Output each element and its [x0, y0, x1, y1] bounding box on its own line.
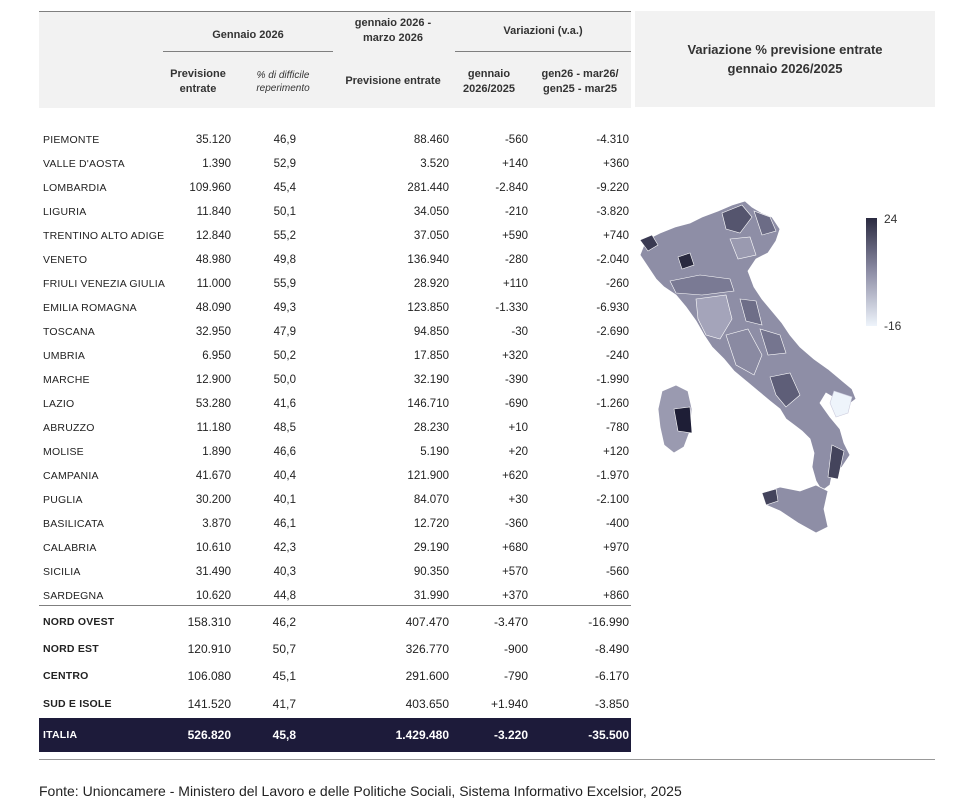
var-trimestre-cell: -260 [605, 278, 629, 290]
difficile-cell: 44,8 [273, 590, 296, 602]
trimestre-cell: 1.429.480 [395, 728, 449, 742]
var-trimestre-cell: -3.850 [594, 697, 629, 711]
table-row [39, 248, 631, 272]
region-name-cell: NORD OVEST [43, 616, 115, 628]
trimestre-cell: 407.470 [405, 615, 449, 629]
var-trimestre-cell: -6.930 [596, 302, 629, 314]
var-trimestre-cell: -240 [605, 350, 629, 362]
region-name-cell: SUD E ISOLE [43, 698, 112, 710]
previsione-cell: 1.390 [202, 158, 231, 170]
table-row [39, 464, 631, 488]
previsione-cell: 35.120 [195, 134, 231, 146]
table-row [39, 440, 631, 464]
var-gennaio-cell: -3.470 [493, 615, 528, 629]
table-row [39, 392, 631, 416]
var-gennaio-cell: -690 [504, 398, 528, 410]
var-trimestre-cell: -780 [605, 422, 629, 434]
header-var-gennaio: gennaio 2026/2025 [463, 68, 515, 95]
difficile-cell: 40,1 [273, 494, 296, 506]
var-gennaio-cell: +140 [502, 158, 528, 170]
map-title-panel [635, 11, 935, 107]
var-gennaio-cell: -900 [503, 642, 528, 656]
var-trimestre-cell: -1.990 [596, 374, 629, 386]
table-row [39, 344, 631, 368]
difficile-cell: 40,4 [273, 470, 296, 482]
var-trimestre-cell: -3.820 [596, 206, 629, 218]
var-trimestre-cell: -4.310 [596, 134, 629, 146]
region-name-cell: TOSCANA [43, 326, 95, 338]
var-gennaio-cell: +320 [502, 350, 528, 362]
previsione-cell: 109.960 [189, 182, 231, 194]
var-gennaio-cell: -30 [511, 326, 528, 338]
table-row [39, 488, 631, 512]
region-name-cell: FRIULI VENEZIA GIULIA [43, 278, 166, 290]
table-row [39, 200, 631, 224]
previsione-cell: 12.900 [195, 374, 231, 386]
trimestre-cell: 12.720 [413, 518, 449, 530]
trimestre-cell: 32.190 [413, 374, 449, 386]
previsione-cell: 11.840 [196, 206, 231, 218]
difficile-cell: 47,9 [273, 326, 296, 338]
header-underline-group1 [163, 51, 333, 52]
previsione-cell: 31.490 [195, 566, 231, 578]
difficile-cell: 45,4 [273, 182, 296, 194]
source-note: Fonte: Unioncamere - Ministero del Lavoro e delle Politiche Sociali, Sistema Informativo Excelsior, 2025 [39, 783, 682, 799]
header-var-trimestre: gen26 - mar26/ gen25 - mar25 [541, 68, 619, 95]
var-trimestre-cell: -35.500 [588, 728, 629, 742]
table-row [39, 272, 631, 296]
difficile-cell: 41,6 [273, 398, 296, 410]
table-row [39, 416, 631, 440]
previsione-cell: 12.840 [195, 230, 231, 242]
total-row [39, 718, 631, 752]
var-trimestre-cell: -1.970 [596, 470, 629, 482]
aggregate-row [39, 692, 631, 716]
header-gennaio-2026: Gennaio 2026 [212, 29, 284, 41]
region-name-cell: LOMBARDIA [43, 182, 107, 194]
region-name-cell: CAMPANIA [43, 470, 99, 482]
legend-min-label: -16 [884, 319, 902, 333]
bottom-divider [39, 759, 935, 760]
var-gennaio-cell: -2.840 [495, 182, 528, 194]
difficile-cell: 55,2 [273, 230, 296, 242]
var-gennaio-cell: -560 [504, 134, 528, 146]
previsione-cell: 120.910 [187, 642, 231, 656]
region-name-cell: MARCHE [43, 374, 90, 386]
trimestre-cell: 28.230 [413, 422, 449, 434]
var-gennaio-cell: -1.330 [495, 302, 528, 314]
aggregate-row [39, 610, 631, 634]
region-name-cell: ABRUZZO [43, 422, 95, 434]
var-gennaio-cell: -360 [504, 518, 528, 530]
var-gennaio-cell: +10 [508, 422, 528, 434]
difficile-cell: 55,9 [273, 278, 296, 290]
region-name-cell: VALLE D'AOSTA [43, 158, 125, 170]
difficile-cell: 50,0 [273, 374, 296, 386]
var-gennaio-cell: +20 [508, 446, 528, 458]
previsione-cell: 48.090 [195, 302, 231, 314]
difficile-cell: 40,3 [273, 566, 296, 578]
previsione-cell: 48.980 [195, 254, 231, 266]
trimestre-cell: 136.940 [407, 254, 449, 266]
difficile-cell: 45,1 [272, 669, 296, 683]
previsione-cell: 141.520 [187, 697, 231, 711]
aggregate-separator [39, 605, 631, 606]
difficile-cell: 49,3 [273, 302, 296, 314]
previsione-cell: 30.200 [195, 494, 231, 506]
previsione-cell: 11.180 [196, 422, 231, 434]
italy-choropleth-map [630, 195, 860, 540]
previsione-cell: 526.820 [187, 728, 231, 742]
trimestre-cell: 5.190 [420, 446, 449, 458]
legend-color-bar [866, 218, 877, 326]
difficile-cell: 48,5 [273, 422, 296, 434]
var-trimestre-cell: -16.990 [588, 615, 629, 629]
previsione-cell: 10.620 [195, 590, 231, 602]
map-title: Variazione % previsione entrate gennaio 2026/2025 [687, 42, 883, 76]
var-trimestre-cell: -8.490 [594, 642, 629, 656]
legend-max-label: 24 [884, 212, 898, 226]
previsione-cell: 53.280 [195, 398, 231, 410]
var-trimestre-cell: -2.690 [596, 326, 629, 338]
previsione-cell: 10.610 [195, 542, 231, 554]
table-row [39, 176, 631, 200]
region-name-cell: PUGLIA [43, 494, 83, 506]
var-trimestre-cell: -6.170 [594, 669, 629, 683]
table-row [39, 224, 631, 248]
previsione-cell: 41.670 [195, 470, 231, 482]
trimestre-cell: 28.920 [413, 278, 449, 290]
var-trimestre-cell: -2.100 [596, 494, 629, 506]
trimestre-cell: 146.710 [407, 398, 449, 410]
header-underline-group3 [455, 51, 631, 52]
trimestre-cell: 403.650 [405, 697, 449, 711]
difficile-cell: 42,3 [273, 542, 296, 554]
region-name-cell: UMBRIA [43, 350, 86, 362]
header-difficile-reperimento: % di difficile reperimento [256, 70, 310, 94]
region-name-cell: TRENTINO ALTO ADIGE [43, 230, 165, 242]
trimestre-cell: 3.520 [420, 158, 449, 170]
previsione-cell: 32.950 [195, 326, 231, 338]
trimestre-cell: 17.850 [413, 350, 449, 362]
trimestre-cell: 31.990 [413, 590, 449, 602]
region-name-cell: PIEMONTE [43, 134, 100, 146]
previsione-cell: 158.310 [187, 615, 231, 629]
region-name-cell: EMILIA ROMAGNA [43, 302, 137, 314]
table-row [39, 320, 631, 344]
difficile-cell: 41,7 [272, 697, 296, 711]
difficile-cell: 49,8 [273, 254, 296, 266]
difficile-cell: 50,7 [272, 642, 296, 656]
var-trimestre-cell: -1.260 [596, 398, 629, 410]
trimestre-cell: 291.600 [405, 669, 449, 683]
trimestre-cell: 121.900 [407, 470, 449, 482]
previsione-cell: 3.870 [202, 518, 231, 530]
trimestre-cell: 29.190 [413, 542, 449, 554]
var-gennaio-cell: -390 [504, 374, 528, 386]
difficile-cell: 52,9 [273, 158, 296, 170]
previsione-cell: 11.000 [196, 278, 231, 290]
region-name-cell: NORD EST [43, 643, 99, 655]
trimestre-cell: 326.770 [405, 642, 449, 656]
region-name-cell: ITALIA [43, 729, 78, 741]
var-trimestre-cell: +740 [603, 230, 629, 242]
var-trimestre-cell: +860 [603, 590, 629, 602]
trimestre-cell: 90.350 [413, 566, 449, 578]
trimestre-cell: 37.050 [413, 230, 449, 242]
table-row [39, 152, 631, 176]
var-gennaio-cell: -790 [503, 669, 528, 683]
table-row [39, 536, 631, 560]
header-variazioni: Variazioni (v.a.) [503, 25, 583, 37]
region-name-cell: BASILICATA [43, 518, 105, 530]
difficile-cell: 46,1 [273, 518, 296, 530]
region-name-cell: CALABRIA [43, 542, 97, 554]
var-gennaio-cell: -280 [504, 254, 528, 266]
header-trimestre: gennaio 2026 - marzo 2026 [354, 17, 432, 44]
var-trimestre-cell: +120 [603, 446, 629, 458]
table-row [39, 128, 631, 152]
previsione-cell: 1.890 [202, 446, 231, 458]
var-gennaio-cell: -3.220 [493, 728, 528, 742]
header-previsione-trimestre: Previsione entrate [345, 75, 441, 87]
var-gennaio-cell: +570 [502, 566, 528, 578]
difficile-cell: 46,2 [272, 615, 296, 629]
previsione-cell: 6.950 [202, 350, 231, 362]
previsione-cell: 106.080 [187, 669, 231, 683]
var-gennaio-cell: -210 [504, 206, 528, 218]
aggregate-row [39, 664, 631, 688]
var-trimestre-cell: +360 [603, 158, 629, 170]
region-name-cell: LIGURIA [43, 206, 87, 218]
var-gennaio-cell: +110 [502, 278, 528, 290]
trimestre-cell: 88.460 [413, 134, 449, 146]
trimestre-cell: 34.050 [413, 206, 449, 218]
difficile-cell: 46,6 [273, 446, 296, 458]
trimestre-cell: 94.850 [413, 326, 449, 338]
difficile-cell: 45,8 [272, 728, 296, 742]
difficile-cell: 50,2 [273, 350, 296, 362]
table-row [39, 560, 631, 584]
trimestre-cell: 123.850 [407, 302, 449, 314]
region-name-cell: CENTRO [43, 670, 89, 682]
region-name-cell: MOLISE [43, 446, 84, 458]
var-gennaio-cell: +370 [502, 590, 528, 602]
trimestre-cell: 84.070 [413, 494, 449, 506]
region-name-cell: SICILIA [43, 566, 81, 578]
var-gennaio-cell: +30 [508, 494, 528, 506]
var-gennaio-cell: +1.940 [490, 697, 528, 711]
difficile-cell: 46,9 [273, 134, 296, 146]
var-trimestre-cell: +970 [603, 542, 629, 554]
aggregate-row [39, 637, 631, 661]
region-name-cell: SARDEGNA [43, 590, 104, 602]
var-trimestre-cell: -2.040 [596, 254, 629, 266]
var-gennaio-cell: +620 [502, 470, 528, 482]
var-trimestre-cell: -560 [605, 566, 629, 578]
header-previsione-entrate: Previsione entrate [170, 68, 226, 95]
var-gennaio-cell: +680 [502, 542, 528, 554]
region-name-cell: LAZIO [43, 398, 75, 410]
table-row [39, 296, 631, 320]
var-trimestre-cell: -9.220 [596, 182, 629, 194]
table-row [39, 368, 631, 392]
var-trimestre-cell: -400 [605, 518, 629, 530]
var-gennaio-cell: +590 [502, 230, 528, 242]
trimestre-cell: 281.440 [407, 182, 449, 194]
difficile-cell: 50,1 [273, 206, 296, 218]
table-header [39, 11, 631, 108]
region-name-cell: VENETO [43, 254, 88, 266]
table-row [39, 512, 631, 536]
